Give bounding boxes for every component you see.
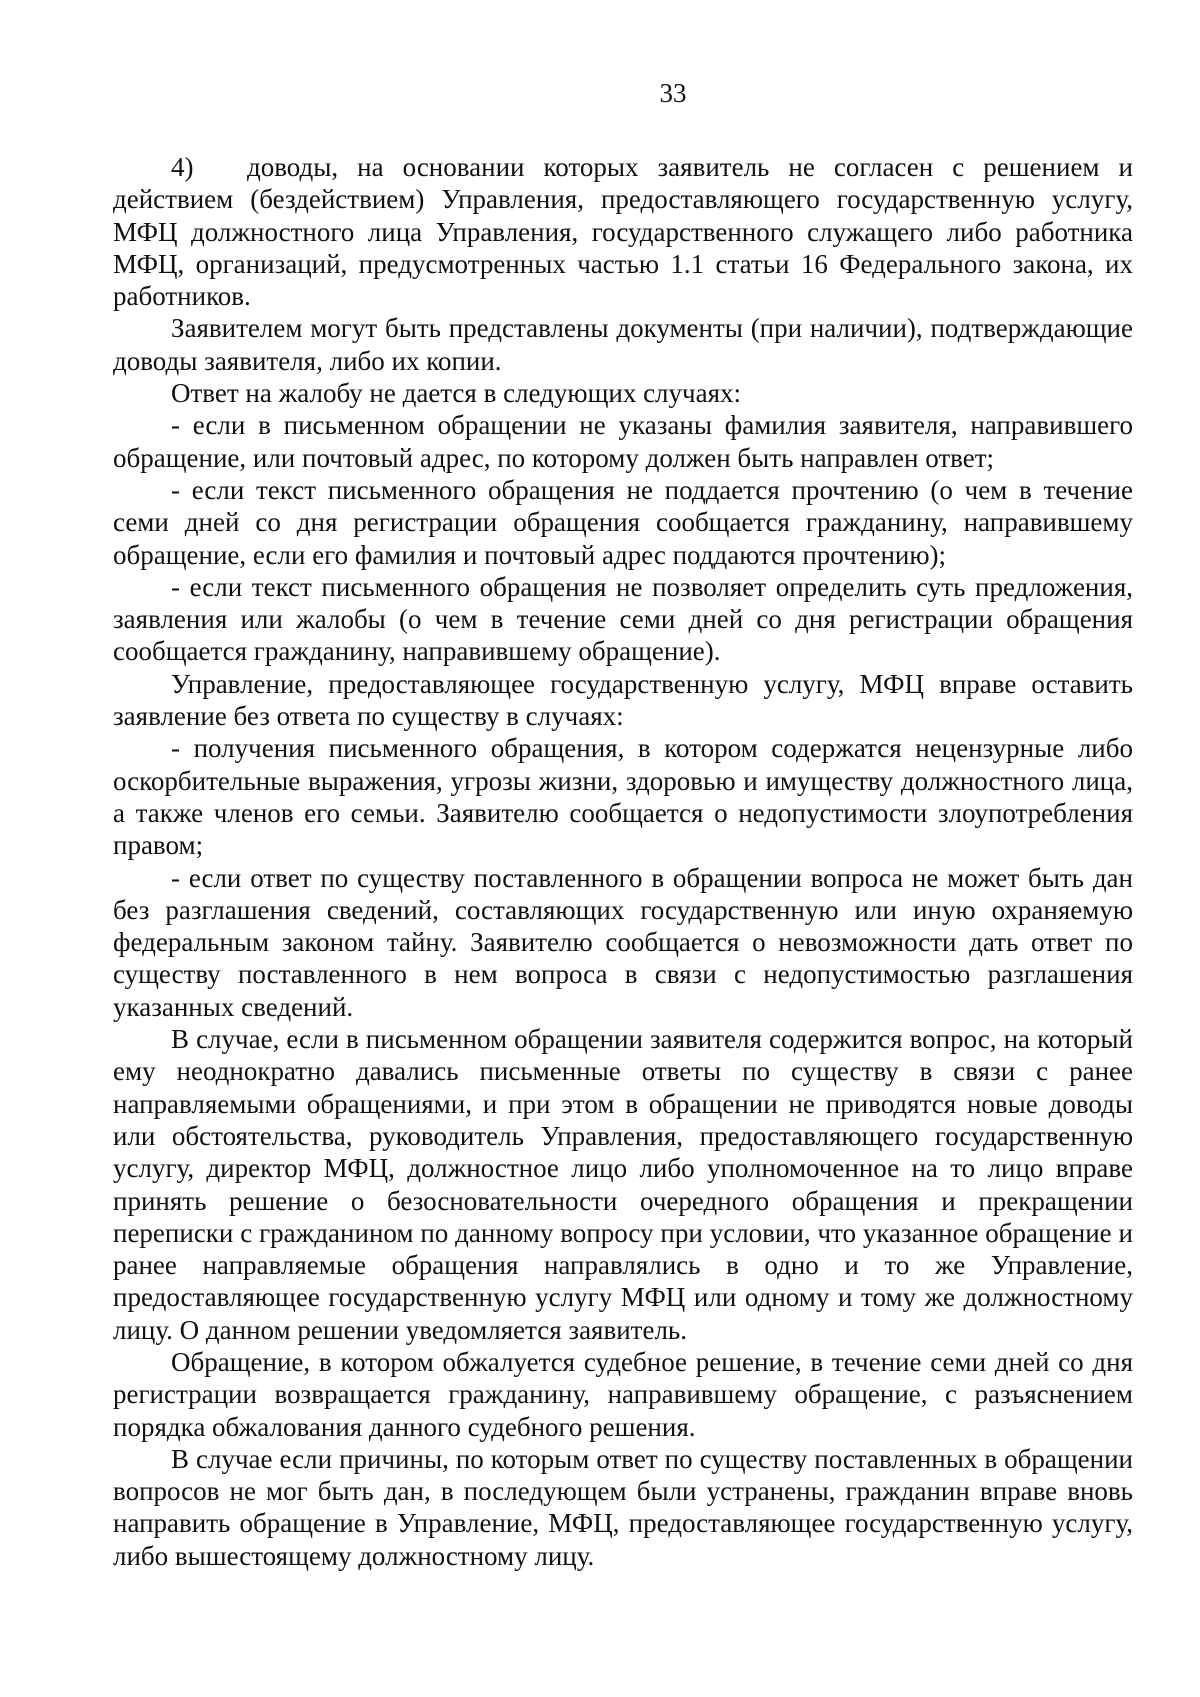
paragraph-documents: Заявителем могут быть представлены документы (при наличии), подтверждающие доводы заявителя, либо их копии.: [113, 313, 1133, 376]
paragraph-no-answer-case-2: - если текст письменного обращения не поддается прочтению (о чем в течение семи дней со дня регистрации обращения сообщается гражданину, направившему обращение, если его фамилия и почтовый адрес поддаются прочтению);: [113, 474, 1133, 570]
list-item-4: [113, 151, 1133, 312]
paragraph-reasons-eliminated: В случае если причины, по которым ответ по существу поставленных в обращении вопросов не мог быть дан, в последующем были устранены, гражданин вправе вновь направить обращение в Управление, МФЦ, предоставляющее государственную услугу, либо вышестоящему должностному лицу.: [113, 1443, 1133, 1571]
list-item-text: доводы, на основании которых заявитель не согласен с решением и действием (бездействием) Управления, предоставляющего государственную услугу, МФЦ должностного лица Управления, государственного служащего либо работника МФЦ, организаций, предусмотренных частью 1.1 статьи 16 Федерального закона, их работников.: [113, 152, 1133, 312]
paragraph-no-answer-intro: Ответ на жалобу не дается в следующих случаях:: [171, 378, 742, 409]
paragraph-leave-unanswered-case-2: - если ответ по существу поставленного в обращении вопроса не может быть дан без разглашения сведений, составляющих государственную или иную охраняемую федеральным законом тайну. Заявителю сообщается о невозможности дать ответ по существу поставленного в нем вопроса в связи с недопустимостью разглашения указанных сведений.: [113, 862, 1133, 1022]
paragraph-no-answer-case-1: - если в письменном обращении не указаны фамилия заявителя, направившего обращение, или почтовый адрес, по которому должен быть направлен ответ;: [113, 410, 1133, 473]
paragraph-court-decision: Обращение, в котором обжалуется судебное решение, в течение семи дней со дня регистрации возвращается гражданину, направившему обращение, с разъяснением порядка обжалования данного судебного решения.: [113, 1346, 1133, 1442]
paragraph-leave-unanswered-case-1: - получения письменного обращения, в котором содержатся нецензурные либо оскорбительные выражения, угрозы жизни, здоровью и имуществу должностного лица, а также членов его семьи. Заявителю сообщается о недопустимости злоупотребления правом;: [113, 733, 1133, 861]
paragraph-leave-unanswered-intro: Управление, предоставляющее государственную услугу, МФЦ вправе оставить заявление без ответа по существу в случаях:: [113, 668, 1133, 732]
page-number: 33: [659, 78, 687, 108]
list-item-number: 4): [171, 152, 194, 182]
paragraph-no-answer-case-3: - если текст письменного обращения не позволяет определить суть предложения, заявления или жалобы (о чем в течение семи дней со дня регистрации обращения сообщается гражданину, направившему обращение).: [113, 571, 1133, 667]
paragraph-repeated-appeal: В случае, если в письменном обращении заявителя содержится вопрос, на который ему неоднократно давались письменные ответы по существу в связи с ранее направляемыми обращениями, и при этом в обращении не приводятся новые доводы или обстоятельства, руководитель Управления, предоставляющего государственную услугу, директор МФЦ, должностное лицо либо уполномоченное на то лицо вправе принять решение о безосновательности очередного обращения и прекращении переписки с гражданином по данному вопросу при условии, что указанное обращение и ранее направляемые обращения направлялись в одно и то же Управление, предоставляющее государственную услугу МФЦ или одному и тому же должностному лицу. О данном решении уведомляется заявитель.: [113, 1024, 1133, 1345]
